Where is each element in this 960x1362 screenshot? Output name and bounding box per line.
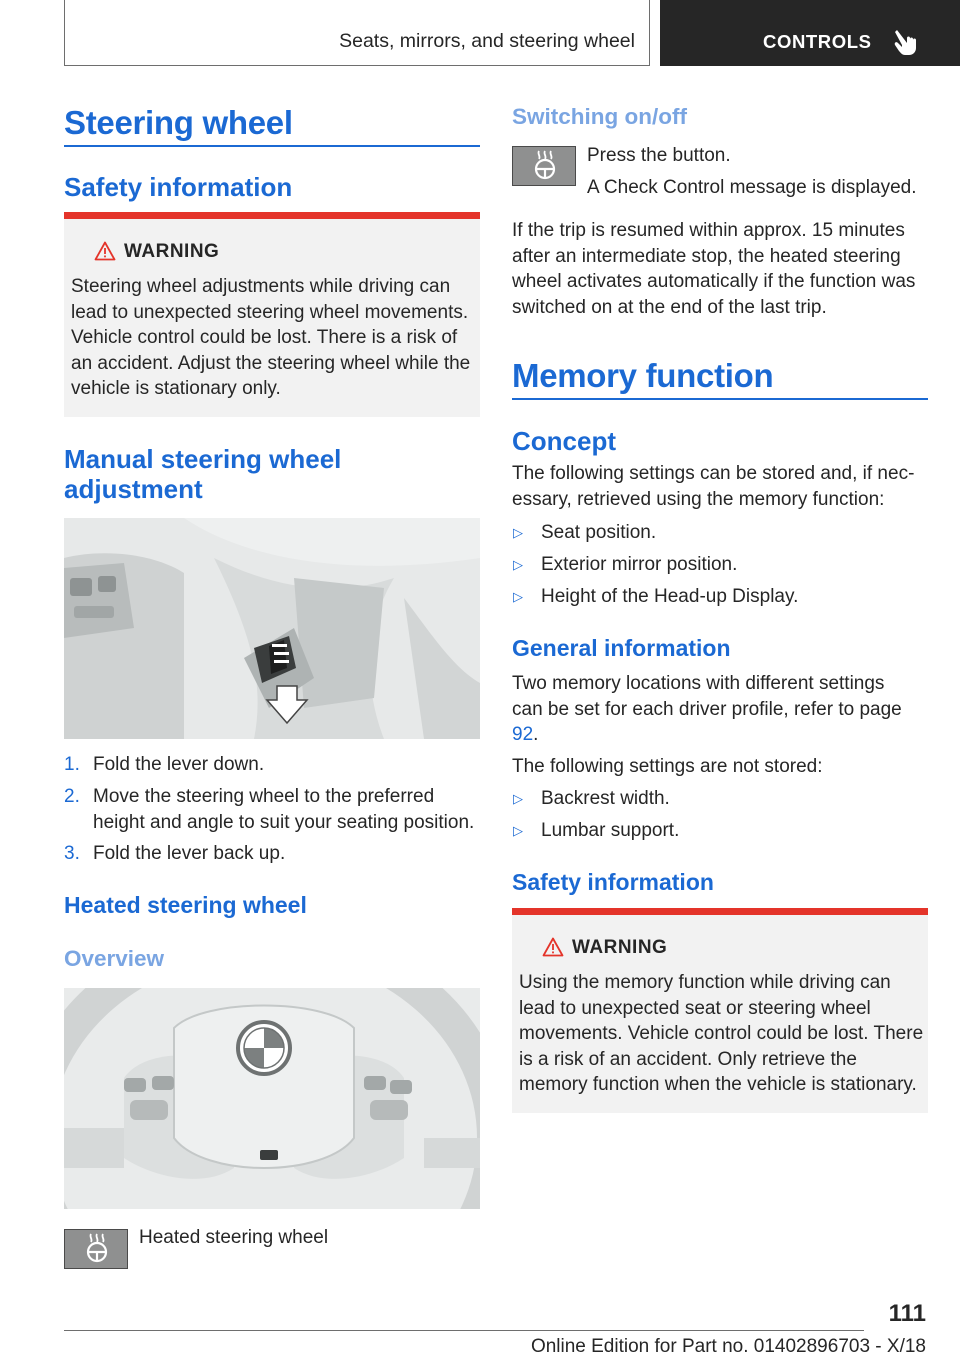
- bullet-triangle-icon: ▷: [513, 823, 523, 838]
- section-title: Seats, mirrors, and steering wheel: [339, 30, 635, 52]
- steering-wheel-illustration: [64, 988, 480, 1209]
- warning-box: [512, 908, 928, 1113]
- bullet-triangle-icon: ▷: [513, 791, 523, 806]
- chapter-title: CONTROLS: [763, 31, 872, 52]
- title-rule: [512, 398, 928, 400]
- title-rule: [64, 145, 480, 147]
- section-title-box: [64, 0, 650, 66]
- trip-resume-text: If the trip is resumed within approx. 15 minutes after an intermediate stop, the heated steering wheel activates automatically if the function was switched on at the end of the last trip.: [512, 220, 916, 318]
- page-number: 111: [888, 1300, 926, 1327]
- warning-label: WARNING: [124, 241, 220, 262]
- memory-safety-heading: Safety information: [512, 869, 714, 895]
- page-header: [0, 0, 960, 66]
- warning-box: [64, 212, 480, 417]
- heated-wheel-heading: Heated steering wheel: [64, 892, 307, 918]
- concept-heading: Concept: [512, 426, 616, 456]
- warning-text: Steering wheel adjustments while driving can lead to unexpected steering wheel movements. Vehicle control could be lost. There is a risk of an accident. Adjust the steering wheel while the vehicle is stationary only.: [71, 276, 471, 399]
- page-title: Steering wheel: [64, 104, 293, 141]
- general-info-heading: General information: [512, 635, 731, 661]
- manual-adjustment-heading: Manual steering wheel adjustment: [64, 444, 342, 504]
- concept-text: The following settings can be stored and, if nec-essary, retrieved using the memory function:: [512, 463, 915, 510]
- heated-wheel-caption: Heated steering wheel: [139, 1227, 329, 1248]
- chapter-tab[interactable]: [660, 0, 960, 66]
- bullet-triangle-icon: ▷: [513, 557, 523, 572]
- page-reference-link[interactable]: 92: [512, 724, 534, 745]
- safety-heading: Safety information: [64, 172, 293, 202]
- pointing-hand-icon: [894, 26, 920, 56]
- warning-label: WARNING: [572, 937, 668, 958]
- warning-text: Using the memory function while driving can lead to unexpected seat or steering wheel movements. Vehicle control could be lost. There is a risk of an accident. Only retrieve the memory function when the vehicle is stationary.: [519, 972, 924, 1095]
- edition-text: Online Edition for Part no. 01402896703 - X/18: [530, 1336, 926, 1357]
- bullet-triangle-icon: ▷: [513, 525, 523, 540]
- warning-triangle-icon: [542, 937, 564, 957]
- not-stored-text: The following settings are not stored:: [512, 756, 823, 777]
- footer-rule: [64, 1330, 864, 1331]
- general-info-text: Two memory locations with different settings can be set for each driver profile, refer to page 92.: [512, 673, 902, 745]
- warning-triangle-icon: [94, 241, 116, 261]
- memory-function-title: Memory function: [512, 357, 774, 394]
- steering-lever-illustration: [64, 518, 480, 739]
- switch-result: A Check Control message is displayed.: [587, 177, 917, 198]
- switching-heading: Switching on/off: [512, 104, 687, 129]
- heated-wheel-button-icon: [512, 146, 576, 186]
- bullet-triangle-icon: ▷: [513, 589, 523, 604]
- list-item: 2. Move the steering wheel to the preferred height and angle to suit your seating position.: [64, 786, 475, 833]
- heated-wheel-button-icon: [64, 1229, 128, 1269]
- switch-instruction: Press the button.: [587, 145, 731, 166]
- overview-heading: Overview: [64, 946, 165, 971]
